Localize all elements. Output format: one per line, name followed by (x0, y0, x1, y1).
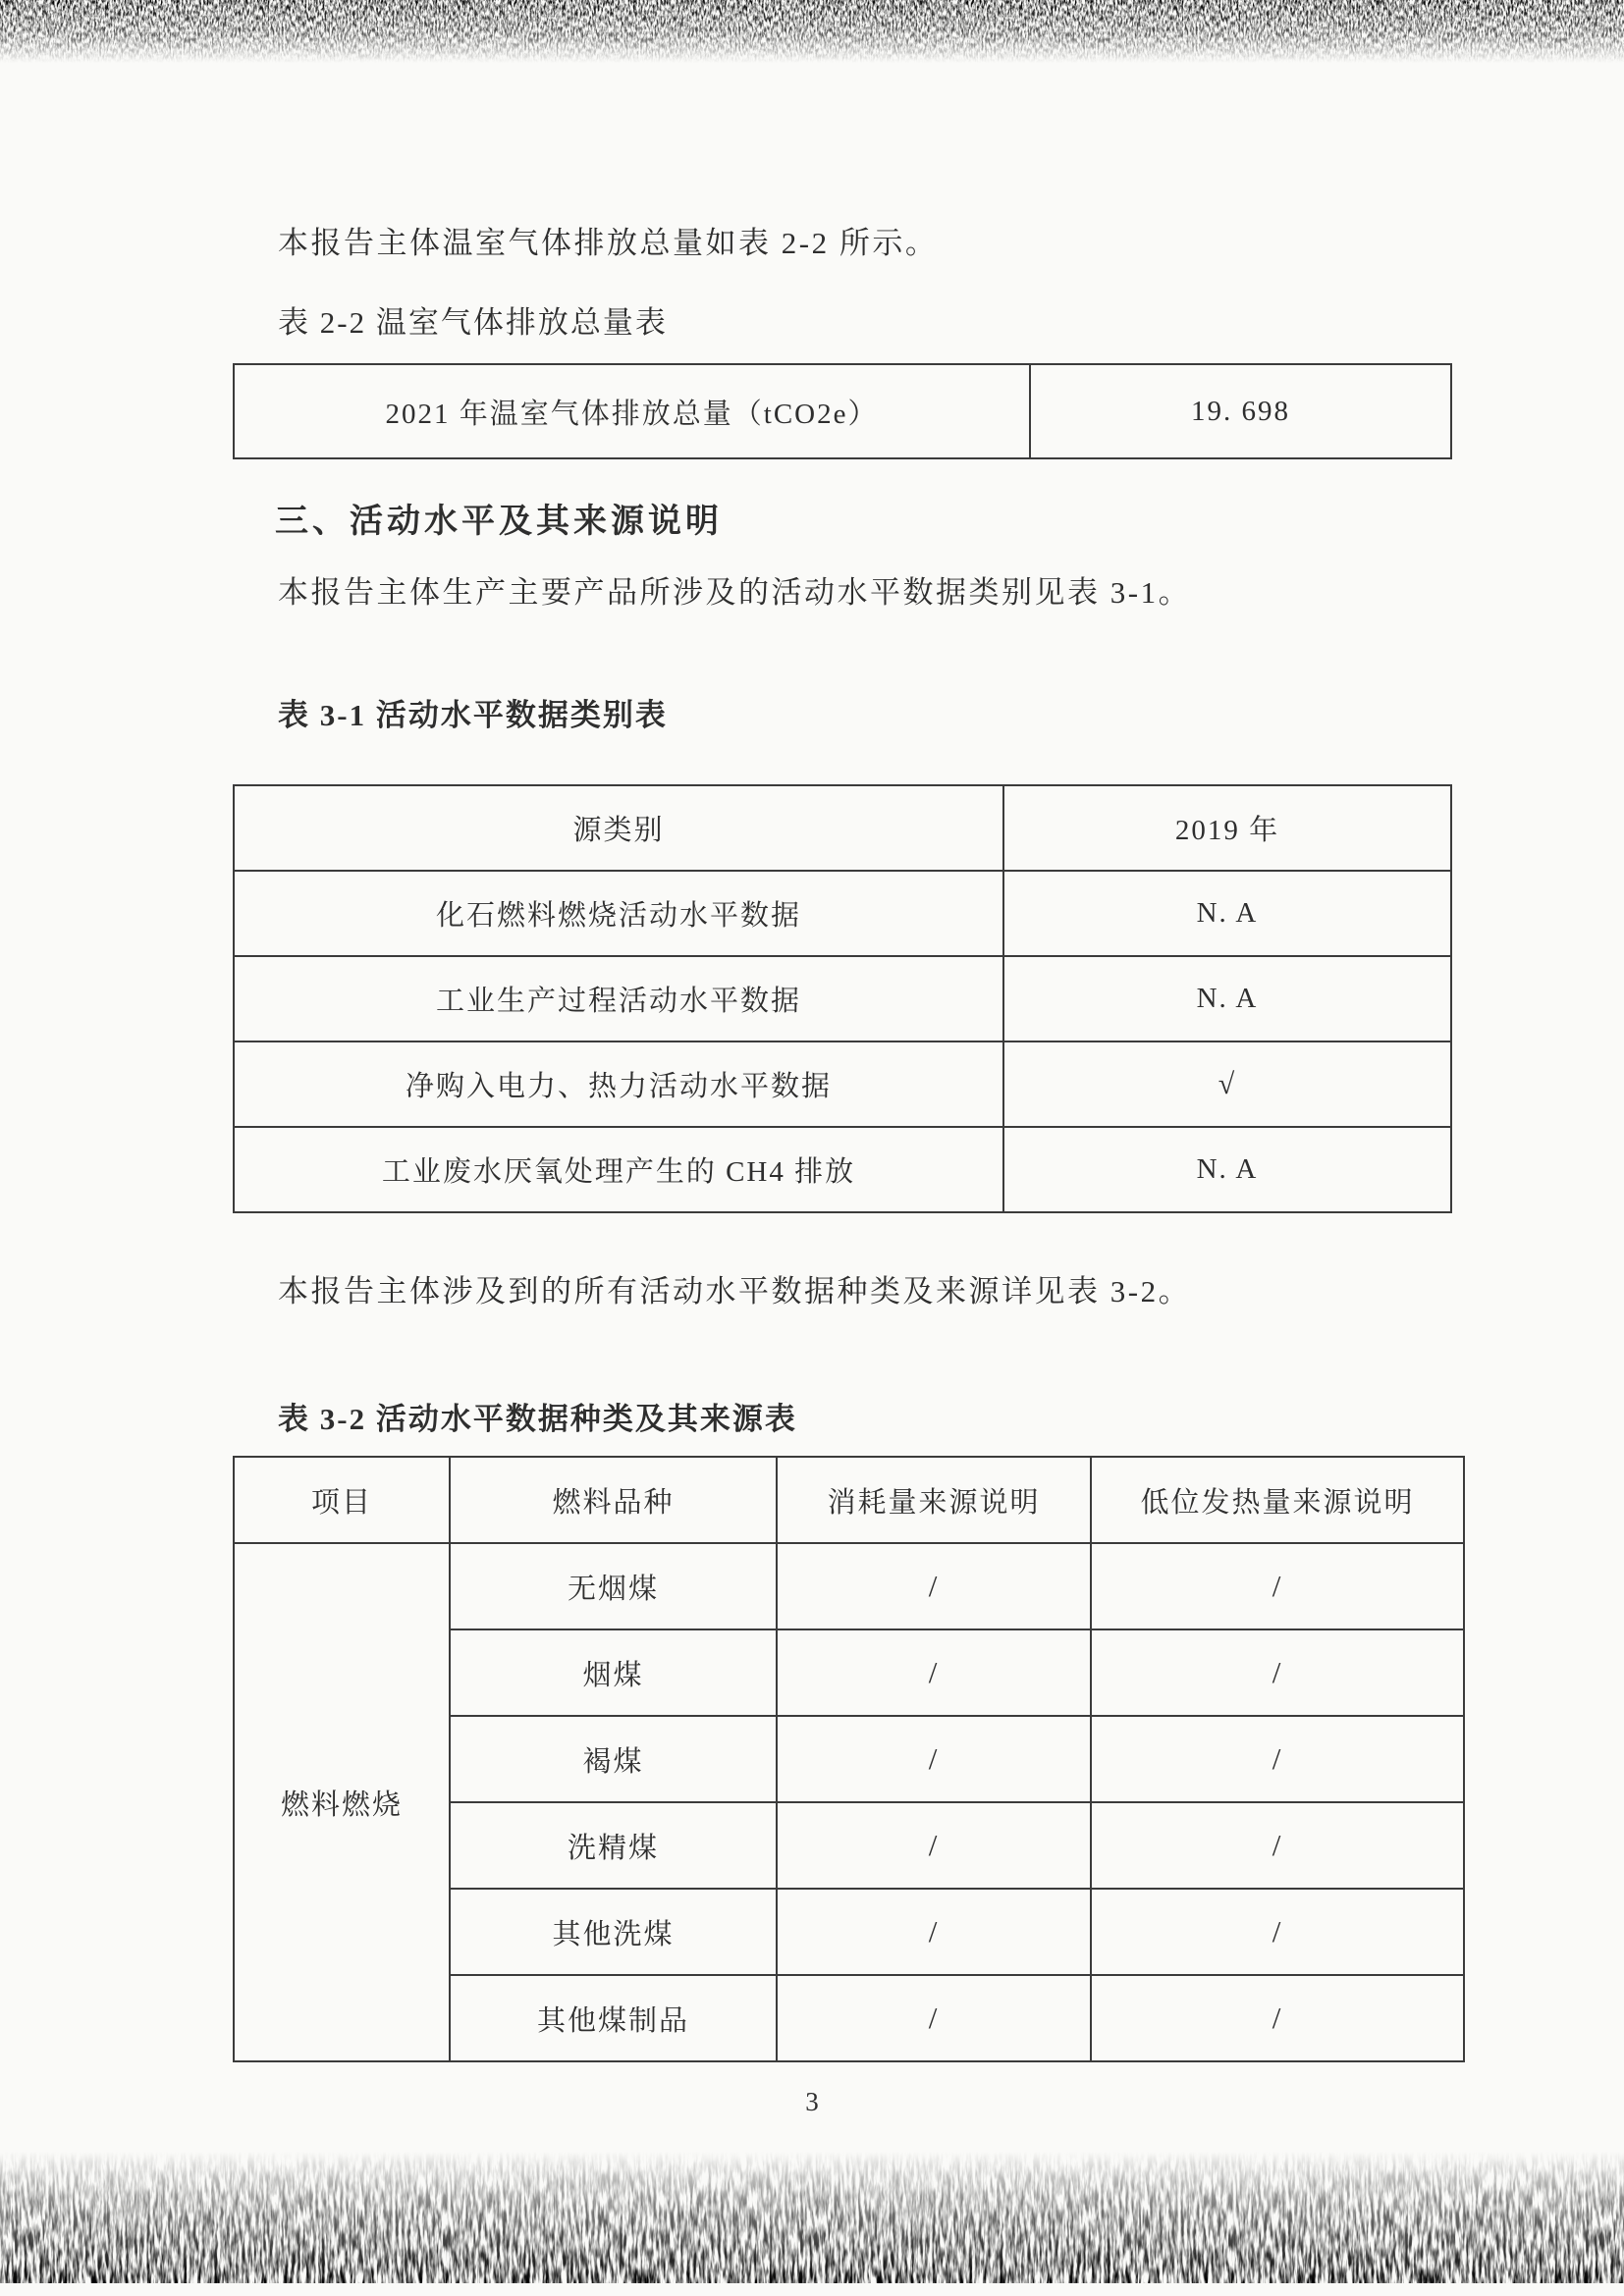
header-item: 项目 (234, 1457, 450, 1543)
total-emissions-label-cell: 2021 年温室气体排放总量（tCO2e） (234, 364, 1030, 458)
table-row (234, 1127, 1451, 1212)
cell-value: N. A (1003, 956, 1451, 1041)
cell-value: N. A (1003, 1127, 1451, 1212)
cell-fuel: 洗精煤 (450, 1802, 777, 1889)
header-fuel-type: 燃料品种 (450, 1457, 777, 1543)
scan-noise-top (0, 0, 1624, 63)
cell-slash: / (777, 1802, 1091, 1889)
cell-label: 净购入电力、热力活动水平数据 (234, 1041, 1003, 1127)
table32-caption: 表 3-2 活动水平数据种类及其来源表 (278, 1402, 797, 1436)
cell-slash: / (777, 1716, 1091, 1802)
table-2-2 (233, 363, 1452, 459)
cell-fuel: 褐煤 (450, 1716, 777, 1802)
table-header-row (234, 1457, 1464, 1543)
paragraph-intro-table31: 本报告主体生产主要产品所涉及的活动水平数据类别见表 3-1。 (278, 575, 1192, 610)
cell-label: 化石燃料燃烧活动水平数据 (234, 871, 1003, 956)
header-source-category: 源类别 (234, 785, 1003, 871)
cell-slash: / (1091, 1629, 1464, 1716)
cell-slash: / (1091, 1802, 1464, 1889)
section-heading-activity-level: 三、活动水平及其来源说明 (275, 504, 723, 540)
cell-slash: / (777, 1889, 1091, 1975)
table-3-2 (233, 1456, 1465, 2062)
table-header-row (234, 785, 1451, 871)
cell-fuel: 无烟煤 (450, 1543, 777, 1629)
cell-slash: / (1091, 1889, 1464, 1975)
cell-fuel: 烟煤 (450, 1629, 777, 1716)
header-year-2019: 2019 年 (1003, 785, 1451, 871)
table-row (234, 1543, 1464, 1629)
paragraph-intro-table32: 本报告主体涉及到的所有活动水平数据种类及来源详见表 3-2。 (278, 1274, 1192, 1308)
table-3-1 (233, 784, 1452, 1213)
cell-slash: / (1091, 1975, 1464, 2061)
table-row (234, 956, 1451, 1041)
paragraph-intro-table22: 本报告主体温室气体排放总量如表 2-2 所示。 (278, 226, 939, 260)
scan-noise-bottom (0, 2152, 1624, 2283)
group-cell-fuel-combustion: 燃料燃烧 (234, 1543, 450, 2061)
table-row (234, 364, 1451, 458)
cell-checkmark: √ (1003, 1041, 1451, 1127)
table22-caption: 表 2-2 温室气体排放总量表 (278, 305, 668, 340)
cell-slash: / (1091, 1716, 1464, 1802)
header-consumption-source: 消耗量来源说明 (777, 1457, 1091, 1543)
total-emissions-value-cell: 19. 698 (1030, 364, 1451, 458)
table31-caption: 表 3-1 活动水平数据类别表 (278, 698, 668, 732)
table-row (234, 871, 1451, 956)
table-row (234, 1041, 1451, 1127)
cell-value: N. A (1003, 871, 1451, 956)
header-heating-value-source: 低位发热量来源说明 (1091, 1457, 1464, 1543)
cell-fuel: 其他煤制品 (450, 1975, 777, 2061)
cell-label: 工业生产过程活动水平数据 (234, 956, 1003, 1041)
cell-slash: / (777, 1975, 1091, 2061)
cell-fuel: 其他洗煤 (450, 1889, 777, 1975)
cell-slash: / (777, 1629, 1091, 1716)
cell-label: 工业废水厌氧处理产生的 CH4 排放 (234, 1127, 1003, 1212)
cell-slash: / (777, 1543, 1091, 1629)
page-number: 3 (805, 2087, 819, 2116)
cell-slash: / (1091, 1543, 1464, 1629)
